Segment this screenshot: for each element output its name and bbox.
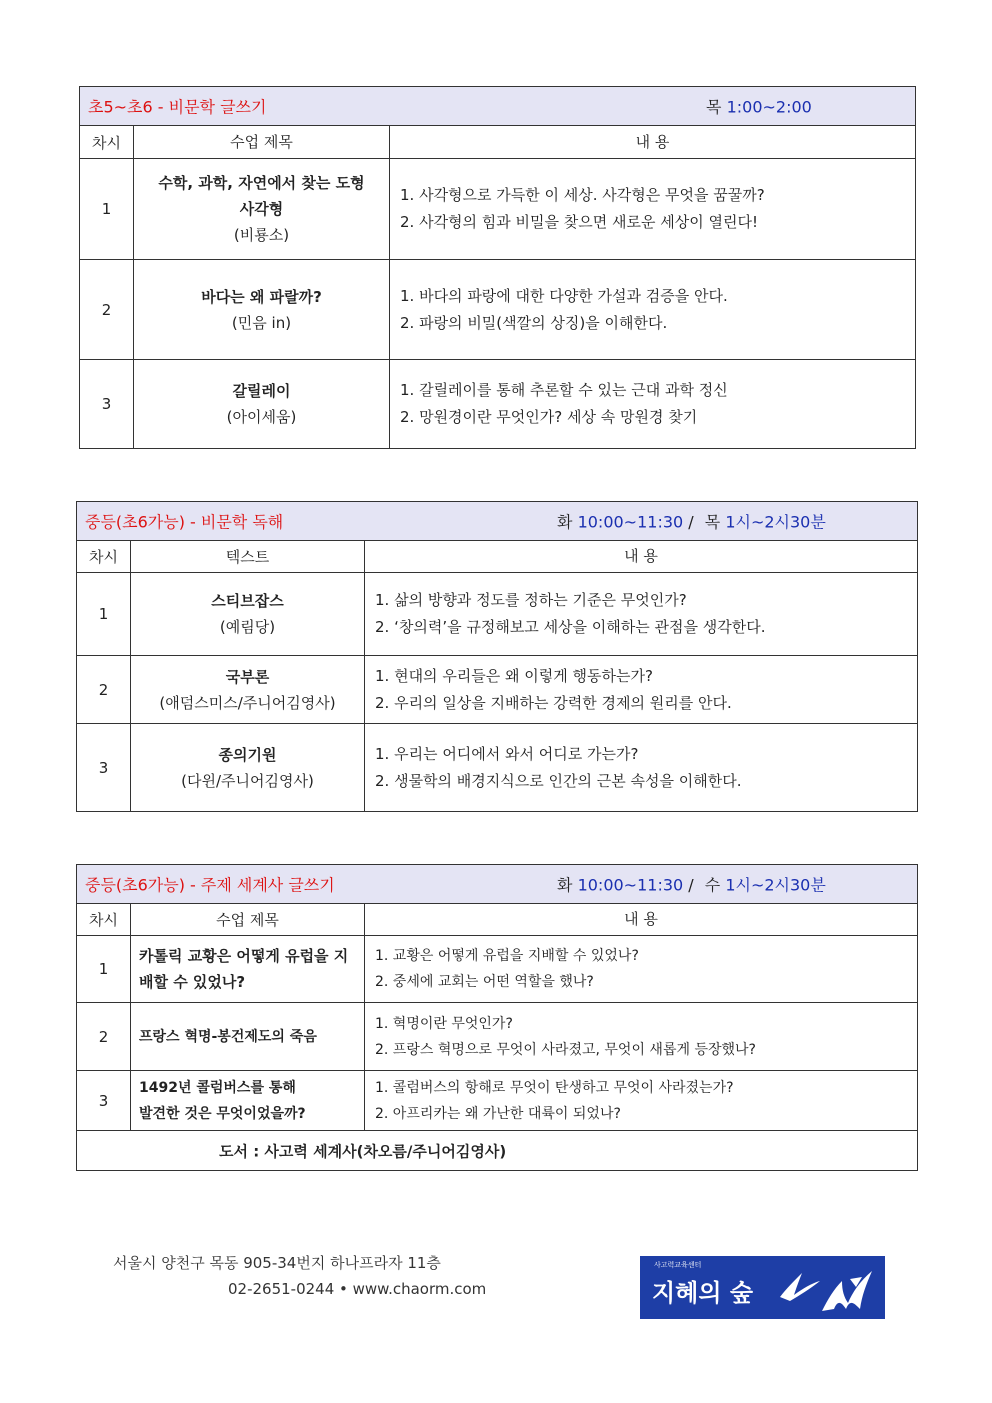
- lesson-title: 갈릴레이 (아이세움): [134, 360, 390, 448]
- table-schedule: 화 10:00~11:30 / 수 1시~2시30분: [557, 875, 826, 895]
- table-row: [77, 936, 917, 1003]
- table-row: [77, 1071, 917, 1131]
- table-header-bar: [80, 87, 915, 126]
- footer-address: 서울시 양천구 목동 905-34번지 하나프라자 11층: [113, 1254, 441, 1272]
- table-header-bar: [77, 865, 917, 904]
- bird-illustration-icon: [772, 1259, 882, 1317]
- column-header-row: [77, 904, 917, 936]
- book-row: [77, 1131, 917, 1170]
- logo-subtitle: 사고력교육센터: [654, 1261, 702, 1269]
- table-middle-nonfiction-reading: [76, 501, 918, 812]
- publisher: (다윈/주니어김영사): [181, 771, 314, 790]
- publisher: (아이세움): [226, 408, 297, 426]
- table-schedule: 화 10:00~11:30 / 목 1시~2시30분: [557, 512, 826, 532]
- table-middle-world-history-writing: [76, 864, 918, 1171]
- publisher: (비룡소): [233, 226, 290, 244]
- table-row: [80, 159, 915, 260]
- publisher: (예림당): [219, 618, 276, 636]
- session-number: 2: [77, 656, 131, 723]
- column-header-content: 내 용: [624, 547, 658, 565]
- lesson-content: 1. 삶의 방향과 정도를 정하는 기준은 무엇인가? 2. ‘창의력’을 규정해보고 세상을 이해하는 관점을 생각한다.: [375, 591, 766, 636]
- column-header-row: [77, 541, 917, 573]
- column-header-session: 차시: [77, 904, 131, 935]
- lesson-title: 수학, 과학, 자연에서 찾는 도형 사각형 (비룡소): [134, 159, 390, 259]
- column-header-content: 내 용: [635, 132, 670, 151]
- logo-title: 지혜의 숲: [652, 1279, 754, 1307]
- text-title: 국부론 (애덤스미스/주니어김영사): [131, 656, 365, 723]
- lesson-content: 1. 현대의 우리들은 왜 이렇게 행동하는가? 2. 우리의 일상을 지배하는 강력한 경제의 원리를 안다.: [375, 666, 732, 712]
- column-header-content: 내 용: [624, 910, 658, 928]
- session-number: 2: [80, 260, 134, 359]
- session-number: 3: [77, 1071, 131, 1130]
- publisher: (민음 in): [231, 313, 292, 332]
- book-reference: 도서 : 사고력 세계사(차오름/주니어김영사): [219, 1142, 507, 1160]
- table-row: [80, 260, 915, 360]
- lesson-content: 1. 사각형으로 가득한 이 세상. 사각형은 무엇을 꿈꿀까? 2. 사각형의 힘과 비밀을 찾으면 새로운 세상이 열린다!: [400, 186, 765, 231]
- column-header-session: 차시: [77, 541, 131, 572]
- publisher: (애덤스미스/주니어김영사): [159, 693, 336, 712]
- table-row: [77, 724, 917, 811]
- lesson-content: 1. 콜럼버스의 항해로 무엇이 탄생하고 무엇이 사라졌는가? 2. 아프리카는 왜 가난한 대륙이 되었나?: [375, 1079, 734, 1122]
- lesson-content: 1. 우리는 어디에서 와서 어디로 가는가? 2. 생물학의 배경지식으로 인간의 근본 속성을 이해한다.: [375, 744, 742, 790]
- session-number: 1: [77, 573, 131, 655]
- table-schedule: 목 1:00~2:00: [706, 97, 812, 117]
- column-header-session: 차시: [80, 126, 134, 158]
- table-header-bar: [77, 502, 917, 541]
- column-header-title: 수업 제목: [134, 126, 390, 158]
- session-number: 1: [77, 936, 131, 1002]
- table-title: 중등(초6가능) - 비문학 독해: [85, 512, 284, 532]
- text-title: 종의기원 (다윈/주니어김영사): [131, 724, 365, 811]
- center-logo: [640, 1256, 885, 1319]
- text-title: 스티브잡스 (예림당): [131, 573, 365, 655]
- lesson-title: 프랑스 혁명-봉건제도의 죽음: [131, 1003, 365, 1070]
- lesson-content: 1. 교황은 어떻게 유럽을 지배할 수 있었나? 2. 중세에 교회는 어떤 역할을 했나?: [375, 948, 639, 990]
- table-row: [77, 656, 917, 724]
- footer-contact: 02-2651-0244 • www.chaorm.com: [228, 1280, 487, 1298]
- session-number: 3: [80, 360, 134, 448]
- lesson-title: 바다는 왜 파랄까? (민음 in): [134, 260, 390, 359]
- table-row: [77, 573, 917, 656]
- lesson-title: 1492년 콜럼버스를 통해 발견한 것은 무엇이었을까?: [131, 1071, 365, 1130]
- column-header-row: [80, 126, 915, 159]
- table-row: [80, 360, 915, 448]
- table-title: 중등(초6가능) - 주제 세계사 글쓰기: [85, 875, 335, 895]
- lesson-content: 1. 혁명이란 무엇인가? 2. 프랑스 혁명으로 무엇이 사라졌고, 무엇이 새롭게 등장했나?: [375, 1015, 756, 1058]
- session-number: 3: [77, 724, 131, 811]
- table-row: [77, 1003, 917, 1071]
- column-header-title: 수업 제목: [131, 904, 365, 935]
- lesson-content: 1. 바다의 파랑에 대한 다양한 가설과 검증을 안다. 2. 파랑의 비밀(색깔의 상징)을 이해한다.: [400, 286, 728, 332]
- lesson-title: 카톨릭 교황은 어떻게 유럽을 지 배할 수 있었나?: [131, 936, 365, 1002]
- table-elementary-nonfiction-writing: [79, 86, 916, 449]
- lesson-content: 1. 갈릴레이를 통해 추론할 수 있는 근대 과학 정신 2. 망원경이란 무엇인가? 세상 속 망원경 찾기: [400, 381, 728, 426]
- session-number: 2: [77, 1003, 131, 1070]
- column-header-text: 텍스트: [131, 541, 365, 572]
- table-title: 초5~초6 - 비문학 글쓰기: [88, 97, 267, 117]
- session-number: 1: [80, 159, 134, 259]
